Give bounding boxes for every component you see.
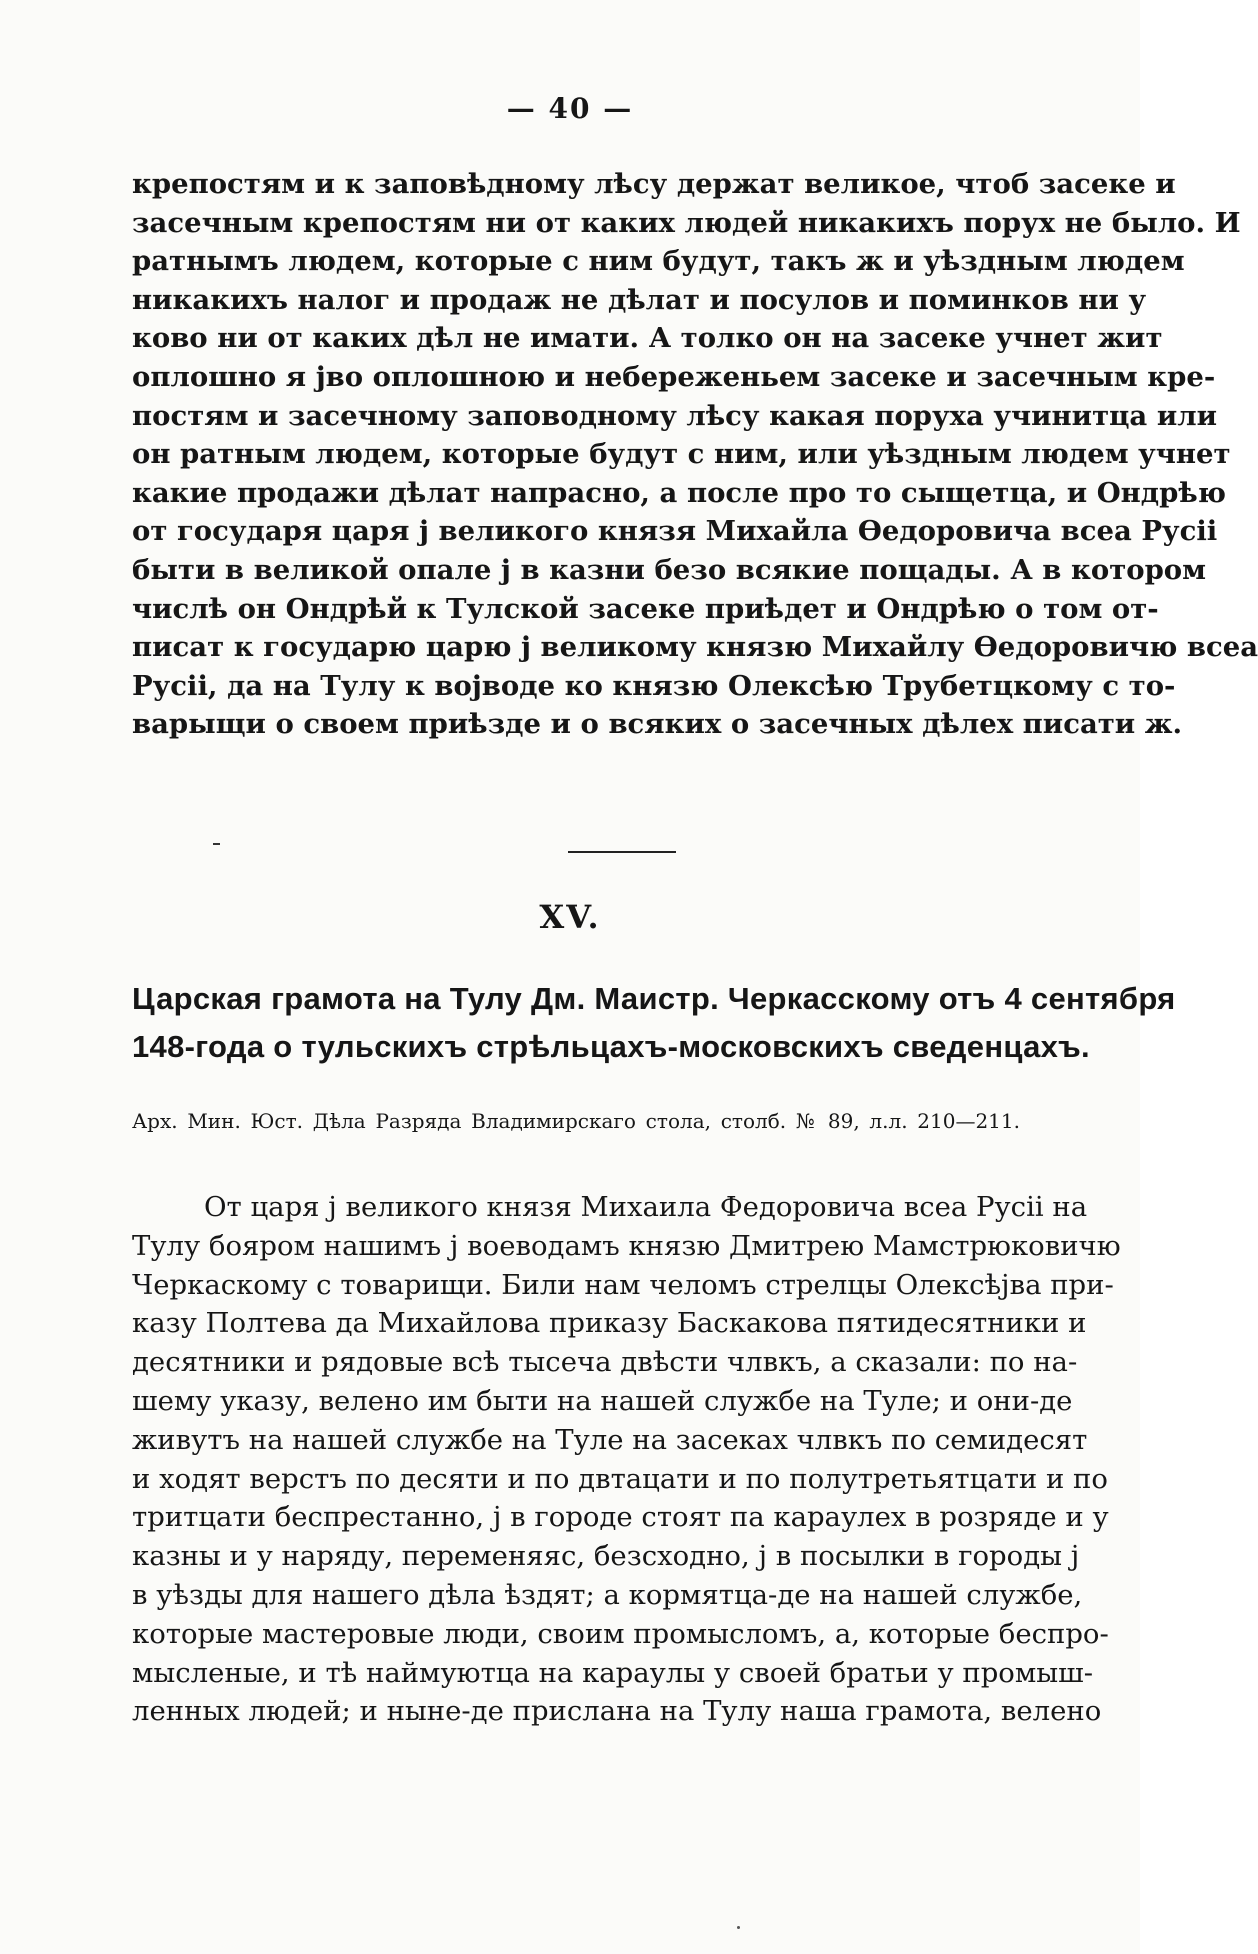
- text-line: мысленые, и тѣ наймуютца на караулы у своей братьи у промыш-: [132, 1656, 1093, 1689]
- text-line: которые мастеровые люди, своим промысломъ, а, которые беспро-: [132, 1617, 1109, 1650]
- text-line: никакихъ налог и продаж не дѣлат и посулов и поминков ни у: [132, 283, 1147, 316]
- text-line: писат к государю царю ј великому князю Михайлу Өедоровичю всеа: [132, 631, 1258, 664]
- stray-dot: [737, 1926, 740, 1929]
- stray-mark: [213, 843, 220, 845]
- text-line: в уѣзды для нашего дѣла ѣздят; а кормятца-де на нашей службе,: [132, 1578, 1083, 1611]
- text-line: оплошно я јво оплошною и небереженьем засеке и засечным кре-: [132, 360, 1216, 393]
- text-line: и ходят верстъ по десяти и по двтацати и по полутретьятцати и по: [132, 1462, 1108, 1495]
- text-line: ратнымъ людем, которые с ним будут, такъ ж и уѣздным людем: [132, 245, 1185, 278]
- section-number: XV.: [539, 898, 601, 936]
- archive-source-note: Арх. Мин. Юст. Дѣла Разряда Владимирскаго стола, столб. № 89, л.л. 210—211.: [132, 1109, 1020, 1133]
- text-line: тритцати беспрестанно, ј в городе стоят па караулех в розряде и у: [132, 1501, 1109, 1534]
- text-line: варыщи о своем приѣзде и о всяких о засечных дѣлех писати ж.: [132, 708, 1183, 741]
- text-line: крепостям и к заповѣдному лѣсу держат великое, чтоб засеке и: [132, 168, 1176, 200]
- text-line: ково ни от каких дѣл не имати. А толко он на засеке учнет жит: [132, 322, 1163, 355]
- text-line: быти в великой опале ј в казни безо всякие пощады. А в котором: [132, 553, 1207, 586]
- text-line: ленных людей; и ныне-де прислана на Тулу наша грамота, велено: [132, 1695, 1102, 1728]
- text-line: Тулу бояром нашимъ ј воеводамъ князю Дмитрею Мамстрюковичю: [132, 1229, 1121, 1262]
- page-number: — 40 —: [506, 92, 634, 125]
- text-line: шему указу, велено им быти на нашей службе на Туле; и они-де: [132, 1384, 1073, 1417]
- bottom-paragraph: [132, 1188, 1121, 1731]
- text-line: Русiі, да на Тулу к војводе ко князю Олексѣю Трубетцкому с то-: [132, 669, 1176, 702]
- text-line: от государя царя ј великого князя Михайла Өедоровича всеа Русiі: [132, 515, 1218, 548]
- text-line: засечным крепостям ни от каких людей никакихъ порух не было. И: [132, 206, 1241, 239]
- text-line: казу Полтева да Михайлова приказу Баскакова пятидесятники и: [132, 1307, 1087, 1340]
- top-paragraph: [132, 165, 1258, 744]
- text-line: живутъ на нашей службе на Туле на засеках члвкъ по семидесят: [132, 1423, 1088, 1456]
- text-line: От царя ј великого князя Михаила Федоровича всеа Русiі на: [204, 1191, 1088, 1223]
- text-line: Черкаскому с товарищи. Били нам челомъ стрелцы Олексѣјва при-: [132, 1268, 1114, 1301]
- text-line: какие продажи дѣлат напрасно, а после про то сыщетца, и Ондрѣю: [132, 476, 1226, 509]
- section-divider: [568, 851, 676, 853]
- document-heading: [132, 975, 1176, 1071]
- heading-line: 148-года о тульскихъ стрѣльцахъ-московскихъ сведенцахъ.: [132, 1029, 1090, 1064]
- heading-line: Царская грамота на Тулу Дм. Маистр. Черкасскому отъ 4 сентября: [132, 981, 1176, 1016]
- text-line: десятники и рядовые всѣ тысеча двѣсти члвкъ, а сказали: по на-: [132, 1346, 1078, 1379]
- text-line: казны и у наряду, переменяяс, безсходно, ј в посылки в городы ј: [132, 1540, 1080, 1573]
- text-line: постям и засечному заповодному лѣсу какая поруха учинитца или: [132, 399, 1218, 432]
- text-line: он ратным людем, которые будут с ним, или уѣздным людем учнет: [132, 438, 1231, 471]
- text-line: числѣ он Ондрѣй к Тулской засеке приѣдет и Ондрѣю о том от-: [132, 592, 1159, 625]
